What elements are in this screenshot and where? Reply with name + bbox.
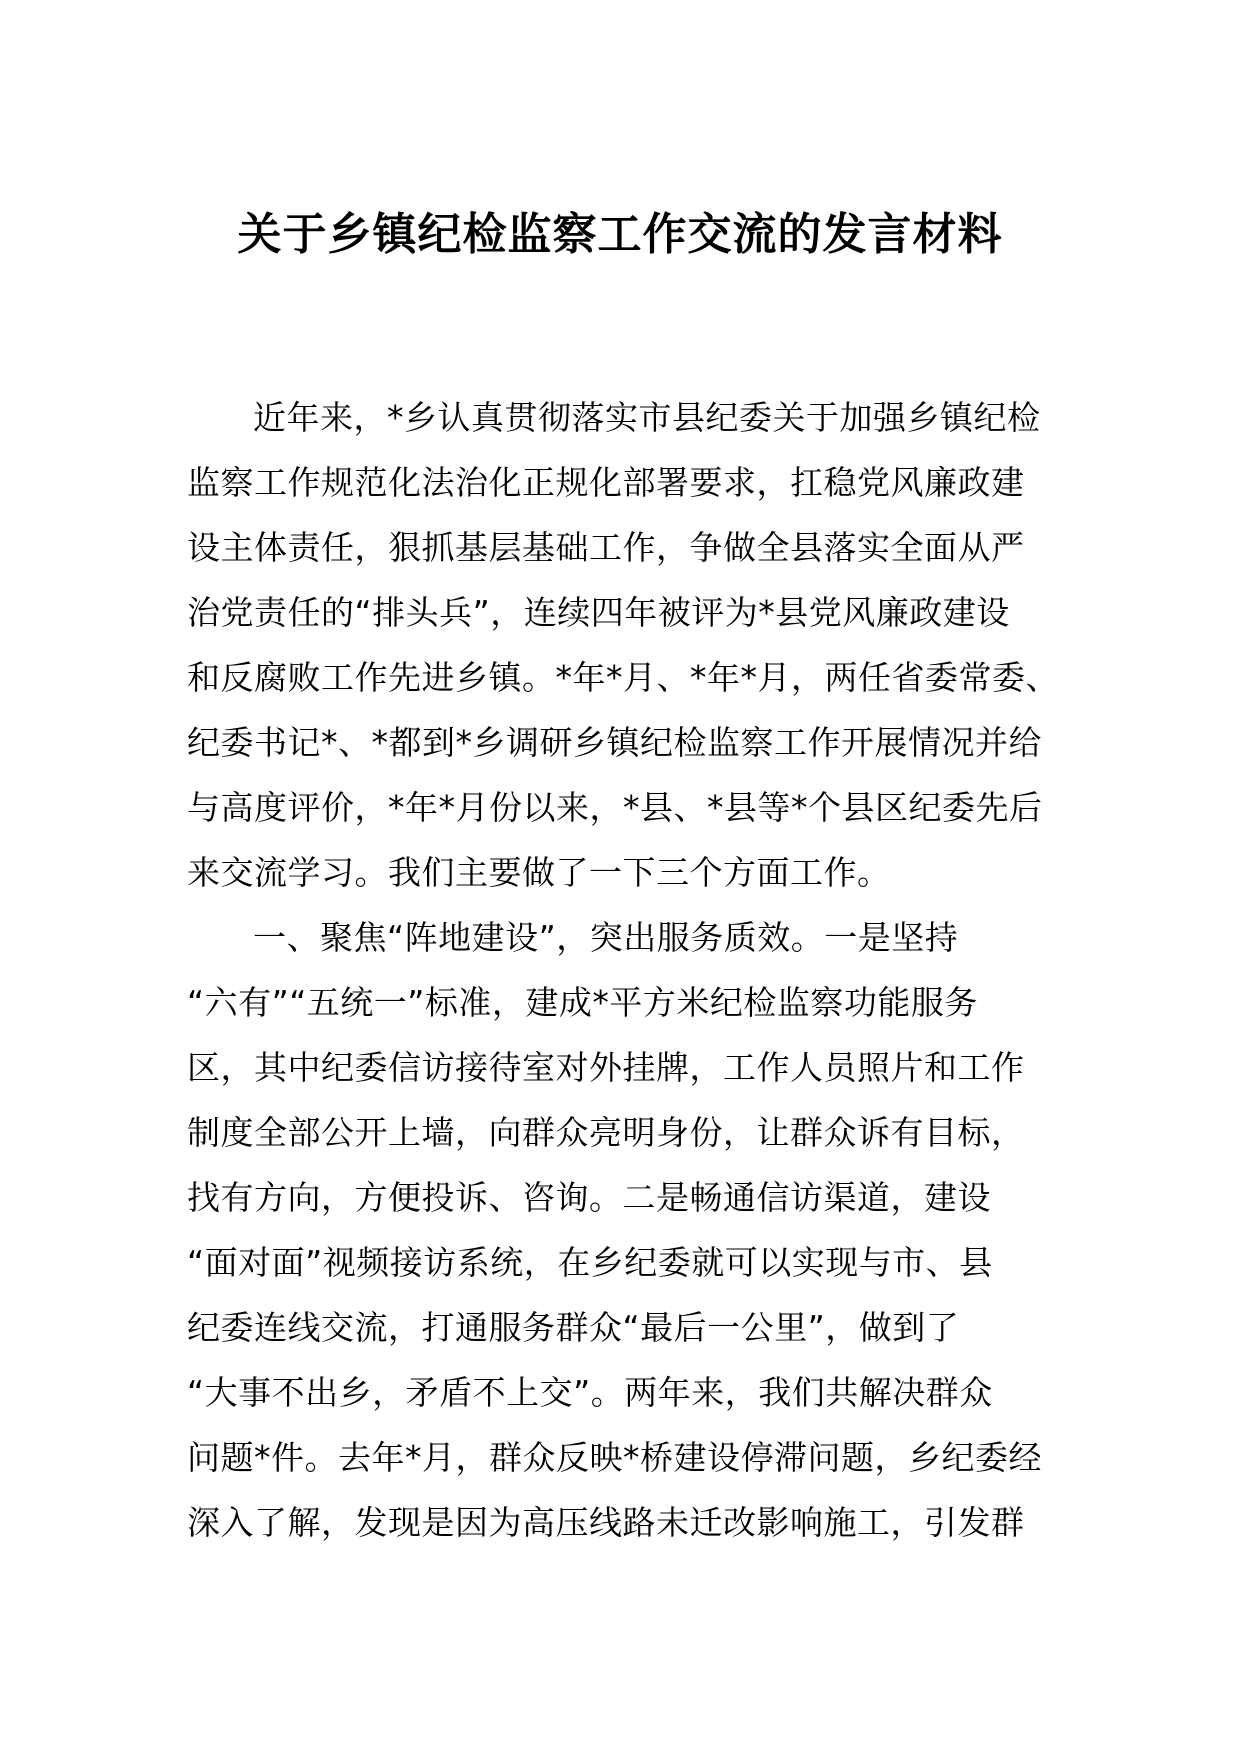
paragraph-line: 区，其中纪委信访接待室对外挂牌，工作人员照片和工作 [187,1048,1025,1087]
paragraph-line: 治党责任的“排头兵”，连续四年被评为*县党风廉政建设 [187,593,1010,632]
paragraph-line: “大事不出乡，矛盾不上交”。两年来，我们共解决群众 [187,1373,993,1412]
paragraph-line: 监察工作规范化法治化正规化部署要求，扛稳党风廉政建 [187,463,1025,502]
paragraph-line: 问题*件。去年*月，群众反映*桥建设停滞问题，乡纪委经 [187,1438,1042,1477]
paragraph-line: 纪委连线交流，打通服务群众“最后一公里”，做到了 [187,1308,960,1347]
paragraph-line: 来交流学习。我们主要做了一下三个方面工作。 [187,853,891,892]
paragraph-line: 设主体责任，狠抓基层基础工作，争做全县落实全面从严 [187,528,1025,567]
document-title: 关于乡镇纪检监察工作交流的发言材料 [237,209,1003,260]
paragraph-line: 与高度评价，*年*月份以来，*县、*县等*个县区纪委先后 [187,788,1043,827]
paragraph-line: “面对面”视频接访系统，在乡纪委就可以实现与市、县 [187,1243,993,1282]
paragraph-line: “六有”“五统一”标准，建成*平方米纪检监察功能服务 [187,983,978,1022]
paragraph-line: 和反腐败工作先进乡镇。*年*月、*年*月，两任省委常委、 [187,658,1059,697]
paragraph-line: 制度全部公开上墙，向群众亮明身份，让群众诉有目标， [187,1113,1025,1152]
paragraph-line: 深入了解，发现是因为高压线路未迁改影响施工，引发群 [187,1503,1025,1542]
document-body [187,385,1087,1555]
section-heading-line: 一、聚焦“阵地建设”，突出服务质效。一是坚持 [253,918,959,957]
paragraph-line: 找有方向，方便投诉、咨询。二是畅通信访渠道，建设 [187,1178,991,1217]
paragraph-line: 近年来，*乡认真贯彻落实市县纪委关于加强乡镇纪检 [253,398,1041,437]
paragraph-line: 纪委书记*、*都到*乡调研乡镇纪检监察工作开展情况并给 [187,723,1042,762]
